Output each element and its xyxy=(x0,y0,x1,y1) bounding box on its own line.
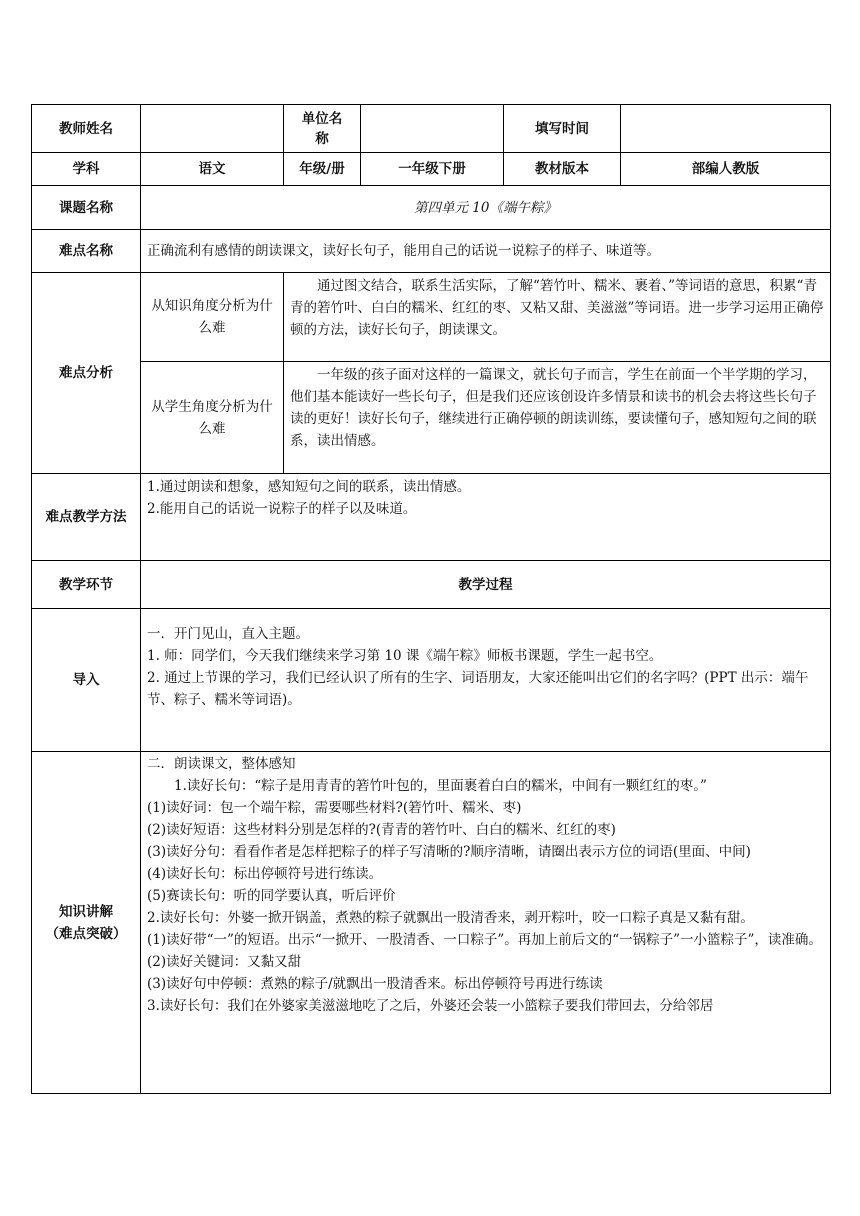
knowledge-label-line-2: （难点突破） xyxy=(45,925,127,942)
method-line-2: 2.能用自己的话说一说粽子的样子以及味道。 xyxy=(147,501,417,517)
method-row xyxy=(32,474,831,561)
difficulty-row xyxy=(32,230,831,273)
intro-row xyxy=(32,609,831,752)
method-label: 难点教学方法 xyxy=(32,474,141,561)
lesson-label: 课题名称 xyxy=(32,186,141,230)
lesson-value: 第四单元 10《端午粽》 xyxy=(141,186,831,230)
knowledge-line-9: (1)读好带“一”的短语。出示“一掀开、一股清香、一口粽子”。再加上前后文的“一锅粽子”一小篮粽子”，读准确。 xyxy=(147,932,822,948)
knowledge-line-1: 二．朗读课文，整体感知 xyxy=(147,756,296,772)
knowledge-angle-label: 从知识角度分析为什么难 xyxy=(141,273,284,362)
subject-value: 语文 xyxy=(141,153,284,186)
teacher-name-value xyxy=(141,105,284,153)
lesson-plan-page xyxy=(31,104,830,1094)
unit-name-label: 单位名称 xyxy=(284,105,361,153)
knowledge-line-10: (2)读好关键词：又黏又甜 xyxy=(147,954,302,970)
knowledge-line-2: 1.读好长句：“粽子是用青青的箬竹叶包的，里面裹着白白的糯米，中间有一颗红红的枣。” xyxy=(174,778,707,794)
knowledge-label-line-1: 知识讲解 xyxy=(59,903,113,920)
stage-header: 教学环节 xyxy=(32,561,141,609)
knowledge-angle-text: 通过图文结合，联系生活实际，了解“箬竹叶、糯米、裹着、”等词语的意思，积累“青青的箬竹叶、白白的糯米、红红的枣、又粘又甜、美滋滋”等词语。进一步学习运用正确停顿的方法，读好长句子，朗读课文。 xyxy=(290,278,824,338)
analysis-knowledge-row xyxy=(32,273,831,362)
knowledge-line-11: (3)读好句中停顿：煮熟的粽子/就飘出一股清香来。标出停顿符号再进行练读 xyxy=(147,976,603,992)
knowledge-line-6: (4)读好长句：标出停顿符号进行练读。 xyxy=(147,866,383,882)
analysis-student-row xyxy=(32,362,831,474)
knowledge-line-12: 3.读好长句：我们在外婆家美滋滋地吃了之后，外婆还会装一小篮粽子要我们带回去，分给邻居 xyxy=(147,998,714,1014)
process-header: 教学过程 xyxy=(141,561,831,609)
method-line-1: 1.通过朗读和想象，感知短句之间的联系，读出情感。 xyxy=(147,479,471,495)
difficulty-label: 难点名称 xyxy=(32,230,141,273)
grade-label: 年级/册 xyxy=(284,153,361,186)
teacher-name-label: 教师姓名 xyxy=(32,105,141,153)
knowledge-row xyxy=(32,752,831,1094)
intro-label: 导入 xyxy=(32,609,141,752)
edition-label: 教材版本 xyxy=(504,153,621,186)
difficulty-value: 正确流利有感情的朗读课文，读好长句子，能用自己的话说一说粽子的样子、味道等。 xyxy=(141,230,831,273)
student-angle-label: 从学生角度分析为什么难 xyxy=(141,362,284,474)
header-row-1 xyxy=(32,105,831,153)
intro-line-3: 2. 通过上节课的学习，我们已经认识了所有的生字、词语朋友，大家还能叫出它们的名字吗？(PPT 出示：端午节、粽子、糯米等词语)。 xyxy=(147,670,809,708)
lesson-plan-table xyxy=(31,104,831,1094)
analysis-label: 难点分析 xyxy=(32,273,141,474)
intro-line-2: 1. 师：同学们，今天我们继续来学习第 10 课《端午粽》师板书课题，学生一起书空。 xyxy=(147,648,663,664)
knowledge-line-3: (1)读好词：包一个端午粽，需要哪些材料?(箬竹叶、糯米、枣) xyxy=(147,800,522,816)
grade-value: 一年级下册 xyxy=(361,153,504,186)
intro-line-1: 一．开门见山，直入主题。 xyxy=(147,626,309,642)
lesson-row xyxy=(32,186,831,230)
fill-date-value xyxy=(621,105,831,153)
knowledge-line-4: (2)读好短语：这些材料分别是怎样的?(青青的箬竹叶、白白的糯米、红红的枣) xyxy=(147,822,616,838)
unit-name-value xyxy=(361,105,504,153)
knowledge-line-8: 2.读好长句：外婆一掀开锅盖，煮熟的粽子就飘出一股清香来，剥开粽叶，咬一口粽子真是又黏有甜。 xyxy=(147,910,754,926)
student-angle-text: 一年级的孩子面对这样的一篇课文，就长句子而言，学生在前面一个半学期的学习，他们基本能读好一些长句子，但是我们还应该创设许多情景和读书的机会去将这些长句子读的更好！读好长句子，继续进行正确停顿的朗读训练，要读懂句子，感知短句之间的联系，读出情感。 xyxy=(290,367,817,449)
knowledge-line-7: (5)赛读长句：听的同学要认真，听后评价 xyxy=(147,888,396,904)
process-header-row xyxy=(32,561,831,609)
knowledge-label xyxy=(32,752,141,1094)
subject-label: 学科 xyxy=(32,153,141,186)
header-row-2 xyxy=(32,153,831,186)
edition-value: 部编人教版 xyxy=(621,153,831,186)
knowledge-line-5: (3)读好分句：看看作者是怎样把粽子的样子写清晰的?顺序清晰，请圈出表示方位的词语(里面、中间) xyxy=(147,844,751,860)
fill-date-label: 填写时间 xyxy=(504,105,621,153)
